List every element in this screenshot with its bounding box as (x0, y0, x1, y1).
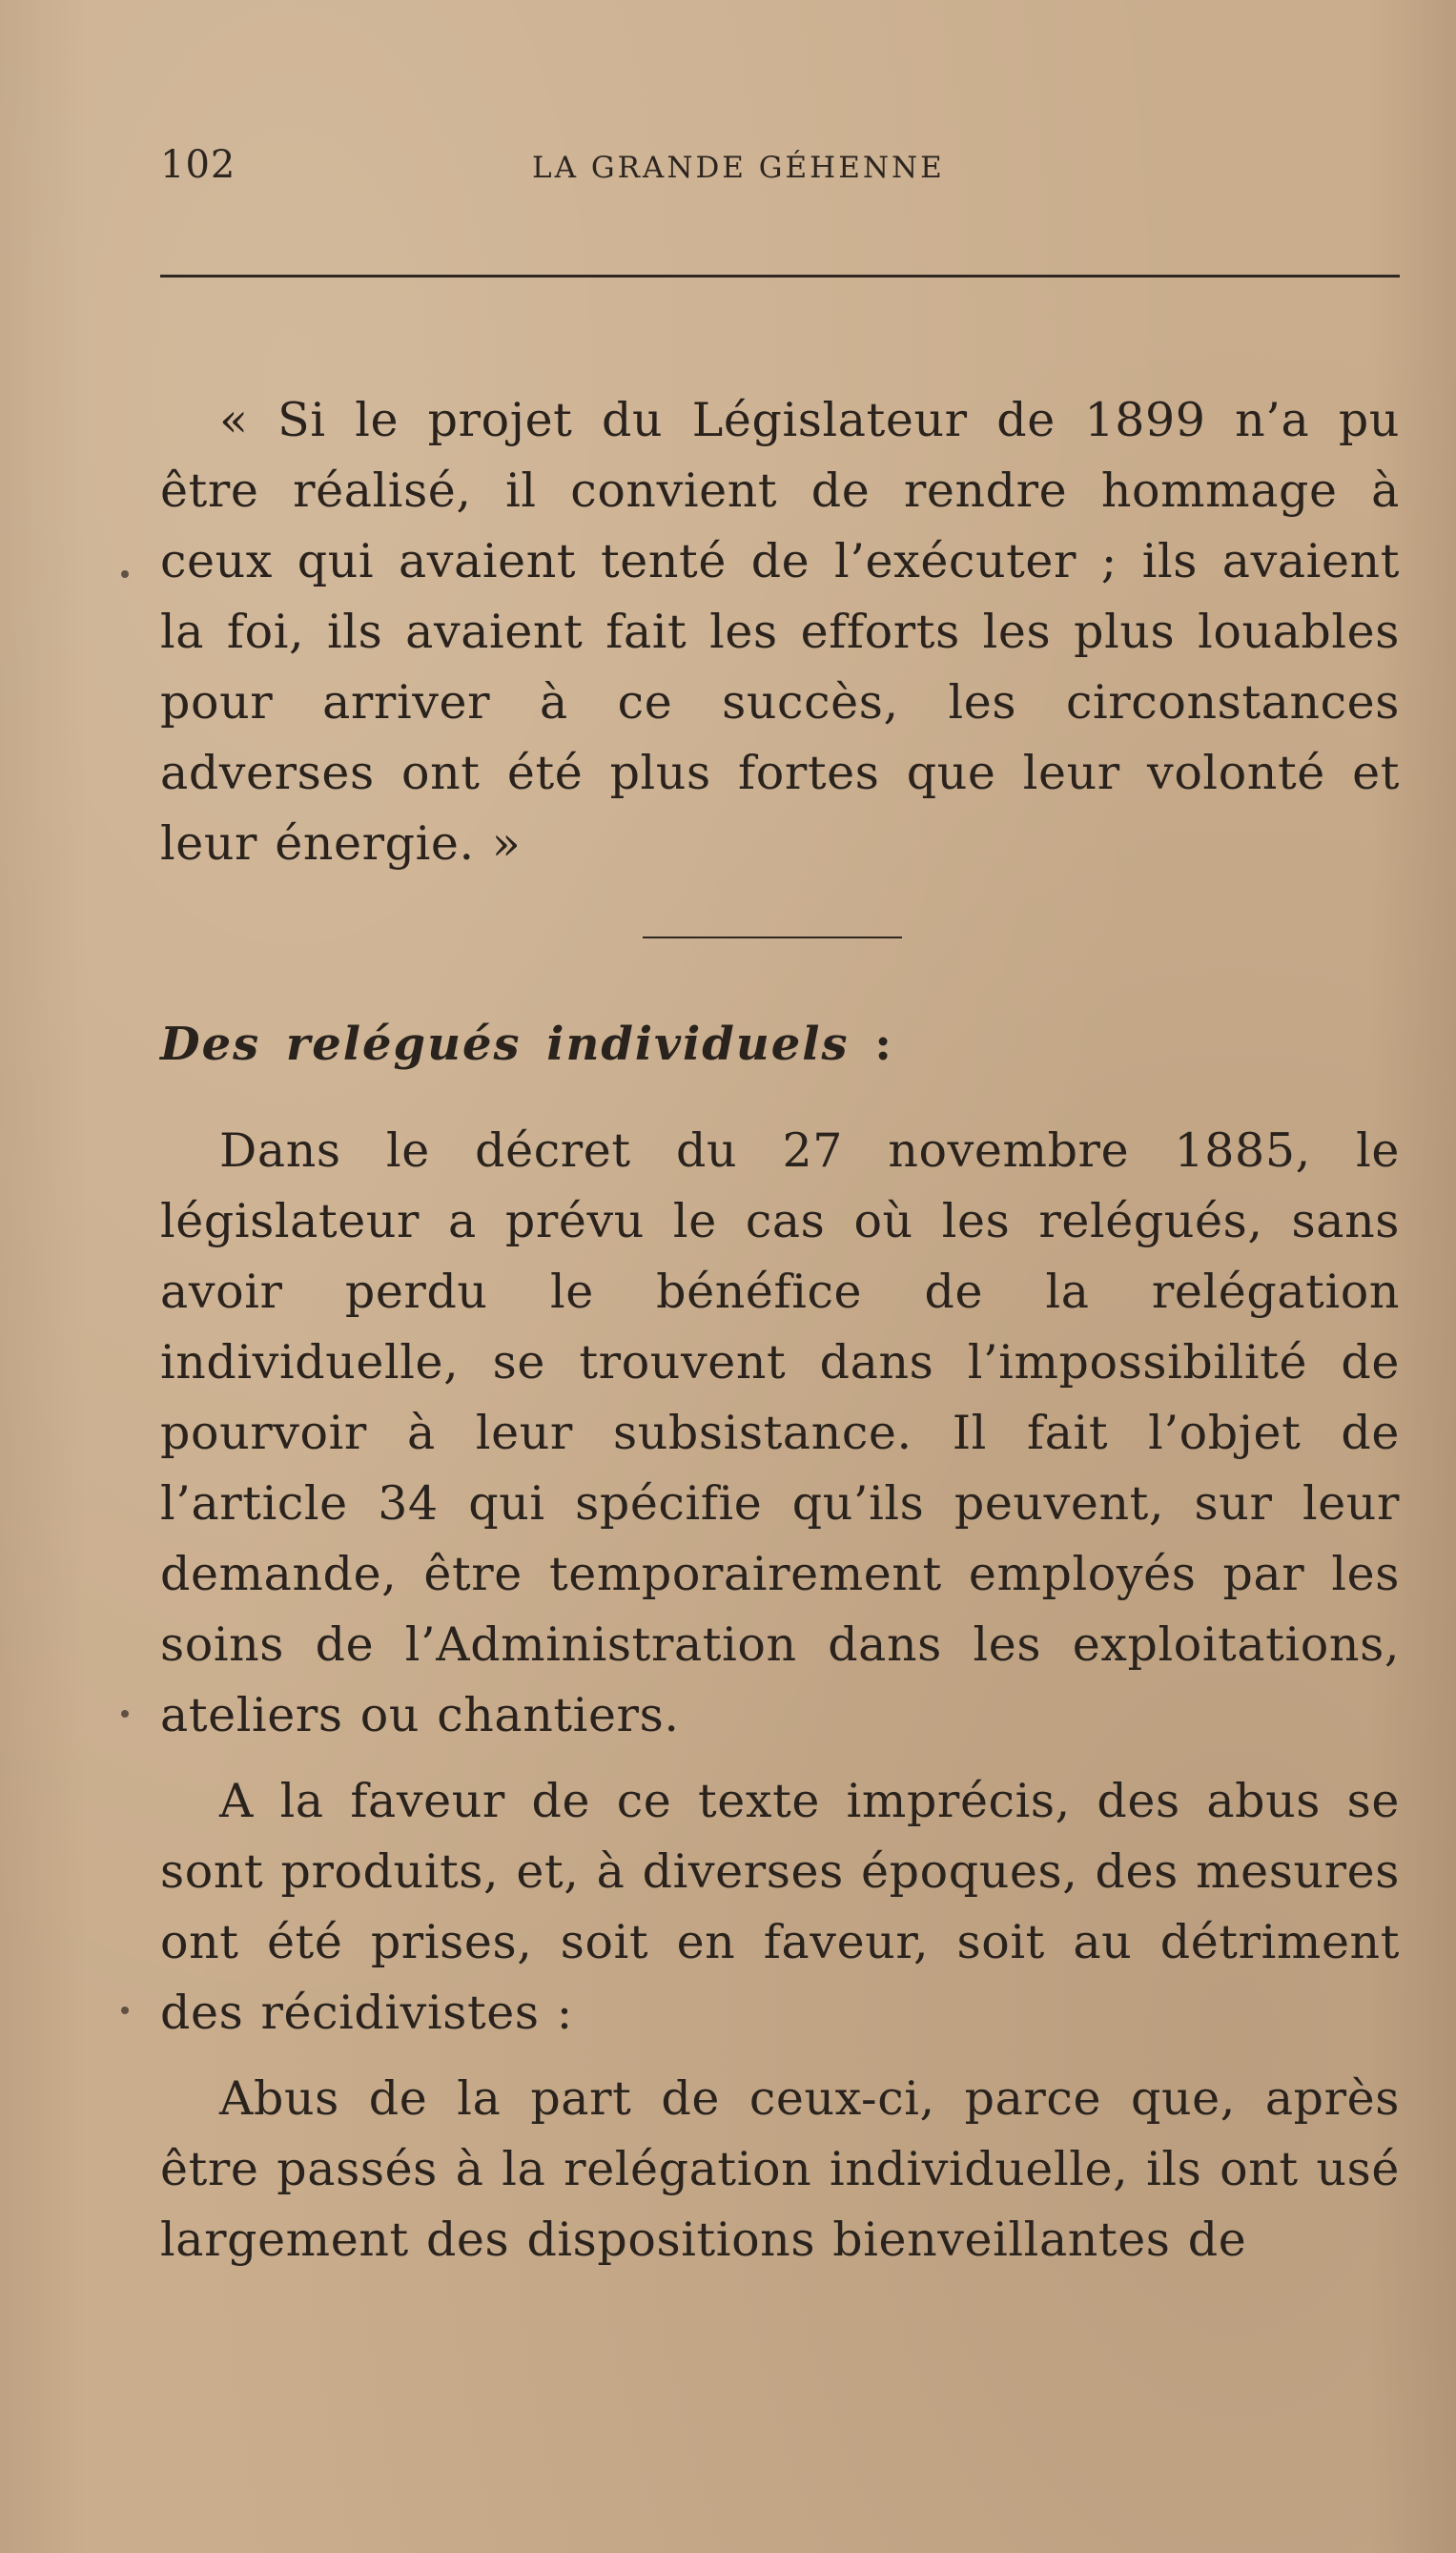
section-heading-text: Des relégués individuels (160, 1018, 850, 1071)
running-title: LA GRANDE GÉHENNE (532, 151, 945, 185)
section-heading (160, 1009, 1400, 1080)
page-number: 102 (160, 143, 236, 187)
margin-mark (121, 1710, 129, 1718)
section-heading-colon: : (874, 1018, 893, 1071)
section-divider (643, 937, 902, 938)
decree-paragraph: Dans le décret du 27 novembre 1885, le législateur a prévu le cas où les relégués, sans avoir perdu le bénéfice de la relégation individuelle, se trouvent dans l’impossibilité de pourvoir à leur subsistance. Il fait l’objet de l’article 34 qui spécifie qu’ils peuvent, sur leur demande, être temporairement employés par les soins de l’Administration dans les exploitations, ateliers ou chantiers. (160, 1123, 1400, 1742)
margin-mark (121, 570, 129, 578)
page-header (160, 143, 1400, 200)
body-text (160, 385, 1400, 2275)
abuses-intro-paragraph: A la faveur de ce texte imprécis, des abus se sont produits, et, à diverses époques, des mesures ont été prises, soit en faveur, soit au détriment des récidivistes : (160, 1774, 1400, 2040)
abuses-detail-paragraph: Abus de la part de ceux-ci, parce que, après être passés à la relégation individuelle, ils ont usé largement des dispositions bienveillantes de (160, 2071, 1400, 2267)
margin-mark (121, 2007, 129, 2014)
quote-paragraph: « Si le projet du Législateur de 1899 n’a pu être réalisé, il convient de rendre hommage à ceux qui avaient tenté de l’exécuter ; ils avaient la foi, ils avaient fait les efforts les plus louables pour arriver à ce succès, les circonstances adverses ont été plus fortes que leur volonté et leur énergie. » (160, 393, 1400, 871)
header-rule (160, 275, 1400, 278)
